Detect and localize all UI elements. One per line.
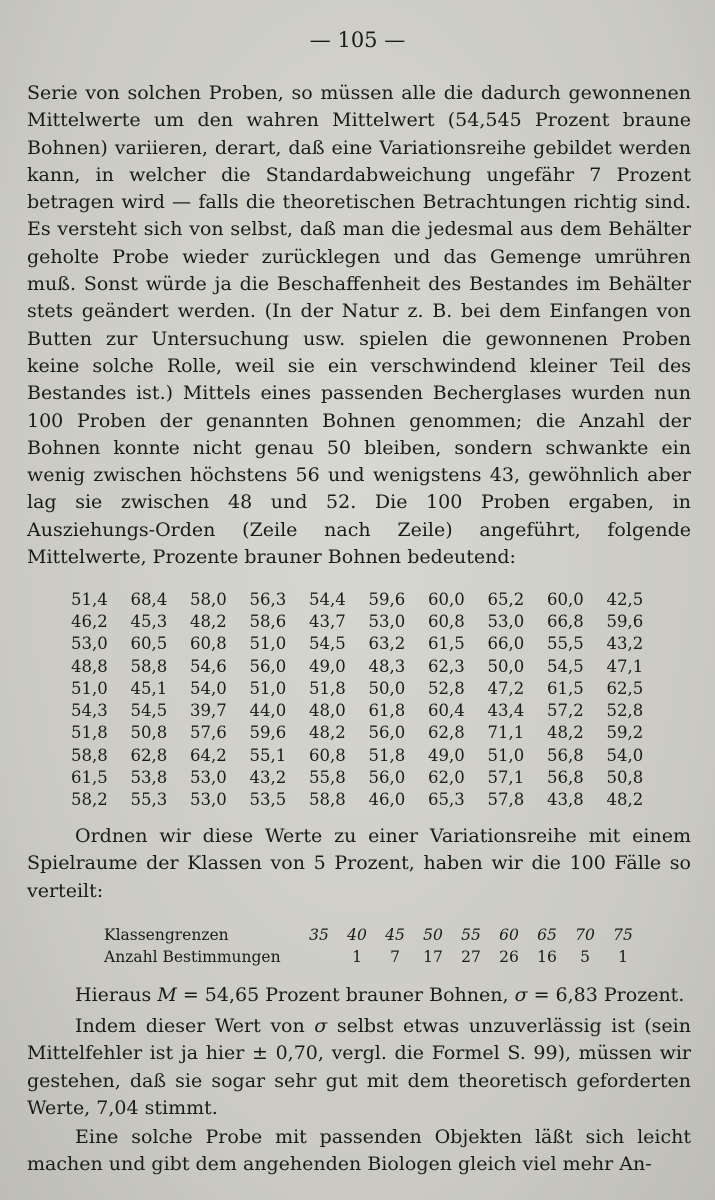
means-table-row — [71, 766, 666, 788]
means-table-cell: 46,2 — [71, 611, 108, 631]
means-table-cell: 48,8 — [71, 656, 108, 676]
means-table-cell: 51,8 — [368, 745, 406, 765]
class-limit-value: 70 — [575, 926, 595, 944]
paragraph-variation-series: Ordnen wir diese Werte zu einer Variationsreihe mit einem Spielraume der Klassen von 5 Prozent, haben wir die 100 Fälle so verteilt: — [27, 825, 691, 902]
class-limits-label: Klassengrenzen — [104, 926, 229, 944]
means-table — [71, 588, 666, 811]
means-table-cell: 58,8 — [309, 790, 346, 810]
means-table-cell: 49,0 — [428, 745, 465, 765]
means-table-cell: 47,1 — [606, 656, 644, 676]
means-table-cell: 56,8 — [547, 745, 584, 765]
means-table-cell: 53,0 — [190, 768, 227, 788]
means-table-cell: 55,3 — [130, 790, 168, 810]
means-table-cell: 48,2 — [547, 723, 584, 743]
means-table-cell: 68,4 — [130, 589, 168, 609]
means-table-cell: 53,8 — [130, 768, 168, 788]
means-table-cell: 44,0 — [249, 701, 287, 721]
paragraph-reliability — [27, 1013, 691, 1122]
means-table-cell: 57,8 — [487, 790, 525, 810]
class-count-value: 1 — [618, 948, 628, 966]
means-table-row — [71, 744, 666, 766]
means-table-cell: 47,2 — [487, 678, 525, 698]
means-table-cell: 54,3 — [71, 701, 108, 721]
class-count-value: 26 — [499, 948, 519, 966]
means-table-cell: 54,5 — [309, 634, 346, 654]
means-table-cell: 58,8 — [71, 745, 108, 765]
means-table-cell: 62,8 — [428, 723, 465, 743]
reliability-text-a: Indem dieser Wert von — [75, 1015, 315, 1037]
mean-symbol: M — [157, 984, 177, 1006]
means-table-cell: 51,4 — [71, 589, 108, 609]
class-limit-value: 65 — [537, 926, 557, 944]
paragraph-closing: Eine solche Probe mit passenden Objekten läßt sich leicht machen und gibt dem angehenden Biologen gleich viel mehr An- — [27, 1126, 691, 1176]
class-count-value: 17 — [423, 948, 443, 966]
result-text-a: Hieraus — [75, 984, 158, 1006]
class-limit-value: 35 — [309, 926, 329, 944]
means-table-cell: 43,2 — [249, 768, 287, 788]
means-table-cell: 54,5 — [547, 656, 584, 676]
means-table-cell: 56,8 — [547, 768, 584, 788]
means-table-cell: 59,6 — [606, 611, 644, 631]
means-table-cell: 50,8 — [606, 768, 644, 788]
means-table-cell: 64,2 — [190, 745, 227, 765]
means-table-cell: 48,2 — [606, 790, 644, 810]
means-table-cell: 57,6 — [190, 723, 227, 743]
class-count-value: 5 — [580, 948, 590, 966]
means-table-cell: 58,0 — [190, 589, 227, 609]
means-table-cell: 50,0 — [487, 656, 525, 676]
means-table-cell: 53,0 — [487, 611, 525, 631]
means-table-cell: 71,1 — [487, 723, 525, 743]
means-table-cell: 43,2 — [606, 634, 644, 654]
means-table-cell: 65,2 — [487, 589, 525, 609]
means-table-cell: 62,5 — [606, 678, 644, 698]
class-limit-value: 55 — [461, 926, 481, 944]
means-table-cell: 52,8 — [428, 678, 465, 698]
means-table-cell: 54,5 — [130, 701, 168, 721]
class-limits-row — [104, 924, 642, 946]
means-table-cell: 61,8 — [368, 701, 406, 721]
class-distribution-table — [104, 924, 642, 968]
class-count-value: 1 — [352, 948, 362, 966]
class-limit-value: 75 — [613, 926, 633, 944]
means-table-cell: 60,8 — [428, 611, 465, 631]
result-line — [27, 982, 691, 1009]
means-table-cell: 43,4 — [487, 701, 525, 721]
reliability-text-b: selbst etwas unzuverlässig ist (sein Mittelfehler ist ja hier ± 0,70, vergl. die Formel S. 99), müssen wir gestehen, daß sie sogar sehr gut mit dem theoretisch geforderten Werte, 7,04 stimmt. — [27, 1015, 691, 1119]
means-table-cell: 45,1 — [130, 678, 168, 698]
means-table-cell: 43,8 — [547, 790, 584, 810]
means-table-cell: 62,8 — [130, 745, 168, 765]
paragraph-intro: Serie von solchen Proben, so müssen alle die dadurch gewonnenen Mittelwerte um den wahren Mittelwert (54,545 Prozent braune Bohnen) variieren, derart, daß eine Variationsreihe gebildet werden kann, in welcher die Standardabweichung ungefähr 7 Prozent betragen wird — falls die theoretischen Betrachtungen richtig sind. Es versteht sich von selbst, daß man die jedesmal aus dem Behälter geholte Probe wieder zurücklegen und das Gemenge umrühren muß. Sonst würde ja die Beschaffenheit des Bestandes im Behälter stets geändert werden. (In der Natur z. B. bei dem Einfangen von Butten zur Untersuchung usw. spielen die gewonnenen Proben keine solche Rolle, weil sie ein verschwindend kleiner Teil des Bestandes ist.) Mittels eines passenden Becherglases wurden nun 100 Proben der genannten Bohnen genommen; die Anzahl der Bohnen konnte nicht genau 50 bleiben, sondern schwankte ein wenig zwischen höchstens 56 und wenigstens 43, gewöhnlich aber lag sie zwischen 48 und 52. Die 100 Proben ergaben, in Ausziehungs-Orden (Zeile nach Zeile) angeführt, folgende Mittelwerte, Prozente brauner Bohnen bedeutend: — [27, 82, 691, 569]
means-table-cell: 60,4 — [428, 701, 465, 721]
means-table-cell: 58,6 — [249, 611, 287, 631]
means-table-cell: 66,8 — [547, 611, 584, 631]
means-table-cell: 54,4 — [309, 589, 346, 609]
means-table-cell: 43,7 — [309, 611, 346, 631]
means-table-cell: 54,6 — [190, 656, 227, 676]
class-count-value: 7 — [390, 948, 400, 966]
means-table-cell: 42,5 — [606, 589, 644, 609]
sigma-symbol-2: σ — [314, 1015, 328, 1037]
means-table-cell: 55,5 — [547, 634, 584, 654]
result-text-c: = 6,83 Prozent. — [527, 984, 685, 1006]
means-table-cell: 48,2 — [309, 723, 346, 743]
means-table-cell: 54,0 — [606, 745, 644, 765]
means-table-row — [71, 655, 666, 677]
means-table-cell: 52,8 — [606, 701, 644, 721]
means-table-cell: 51,0 — [487, 745, 525, 765]
means-table-cell: 51,8 — [309, 678, 346, 698]
means-table-cell: 57,1 — [487, 768, 525, 788]
means-table-cell: 55,1 — [249, 745, 287, 765]
means-table-row — [71, 677, 666, 699]
means-table-cell: 53,5 — [249, 790, 287, 810]
means-table-cell: 45,3 — [130, 611, 168, 631]
class-limit-value: 45 — [385, 926, 405, 944]
class-counts-label: Anzahl Bestimmungen — [104, 948, 281, 966]
class-limit-value: 50 — [423, 926, 443, 944]
means-table-cell: 56,0 — [368, 768, 406, 788]
means-table-cell: 61,5 — [547, 678, 584, 698]
means-table-cell: 49,0 — [309, 656, 346, 676]
class-limit-value: 40 — [347, 926, 367, 944]
means-table-cell: 58,8 — [130, 656, 168, 676]
means-table-cell: 48,2 — [190, 611, 227, 631]
means-table-cell: 48,0 — [309, 701, 346, 721]
means-table-row — [71, 722, 666, 744]
class-counts-row — [104, 946, 642, 968]
means-table-cell: 53,0 — [368, 611, 406, 631]
means-table-row — [71, 588, 666, 610]
means-table-cell: 59,6 — [368, 589, 406, 609]
means-table-cell: 59,6 — [249, 723, 287, 743]
means-table-cell: 53,0 — [190, 790, 227, 810]
means-table-cell: 60,0 — [428, 589, 465, 609]
class-count-value: 27 — [461, 948, 481, 966]
means-table-cell: 46,0 — [368, 790, 406, 810]
means-table-cell: 53,0 — [71, 634, 108, 654]
means-table-cell: 60,0 — [547, 589, 584, 609]
means-table-cell: 51,8 — [71, 723, 108, 743]
means-table-row — [71, 789, 666, 811]
means-table-cell: 51,0 — [71, 678, 108, 698]
means-table-cell: 58,2 — [71, 790, 108, 810]
means-table-cell: 60,8 — [190, 634, 227, 654]
means-table-row — [71, 610, 666, 632]
means-table-cell: 51,0 — [249, 678, 287, 698]
means-table-cell: 50,0 — [368, 678, 406, 698]
page-number: — 105 — — [309, 28, 406, 52]
means-table-cell: 61,5 — [428, 634, 465, 654]
means-table-cell: 56,0 — [368, 723, 406, 743]
means-table-cell: 60,8 — [309, 745, 346, 765]
means-table-cell: 39,7 — [190, 701, 227, 721]
means-table-cell: 62,0 — [428, 768, 465, 788]
means-table-cell: 62,3 — [428, 656, 465, 676]
means-table-cell: 63,2 — [368, 634, 406, 654]
means-table-cell: 61,5 — [71, 768, 108, 788]
means-table-cell: 50,8 — [130, 723, 168, 743]
means-table-row — [71, 699, 666, 721]
means-table-cell: 56,0 — [249, 656, 287, 676]
class-count-value: 16 — [537, 948, 557, 966]
means-table-cell: 60,5 — [130, 634, 168, 654]
means-table-row — [71, 633, 666, 655]
class-limit-value: 60 — [499, 926, 519, 944]
means-table-cell: 57,2 — [547, 701, 584, 721]
means-table-cell: 54,0 — [190, 678, 227, 698]
means-table-cell: 59,2 — [606, 723, 644, 743]
sigma-symbol: σ — [514, 984, 528, 1006]
means-table-cell: 66,0 — [487, 634, 525, 654]
means-table-cell: 56,3 — [249, 589, 287, 609]
means-table-cell: 55,8 — [309, 768, 346, 788]
means-table-cell: 51,0 — [249, 634, 287, 654]
means-table-cell: 65,3 — [428, 790, 465, 810]
result-text-b: = 54,65 Prozent brauner Bohnen, — [176, 984, 515, 1006]
means-table-cell: 48,3 — [368, 656, 406, 676]
